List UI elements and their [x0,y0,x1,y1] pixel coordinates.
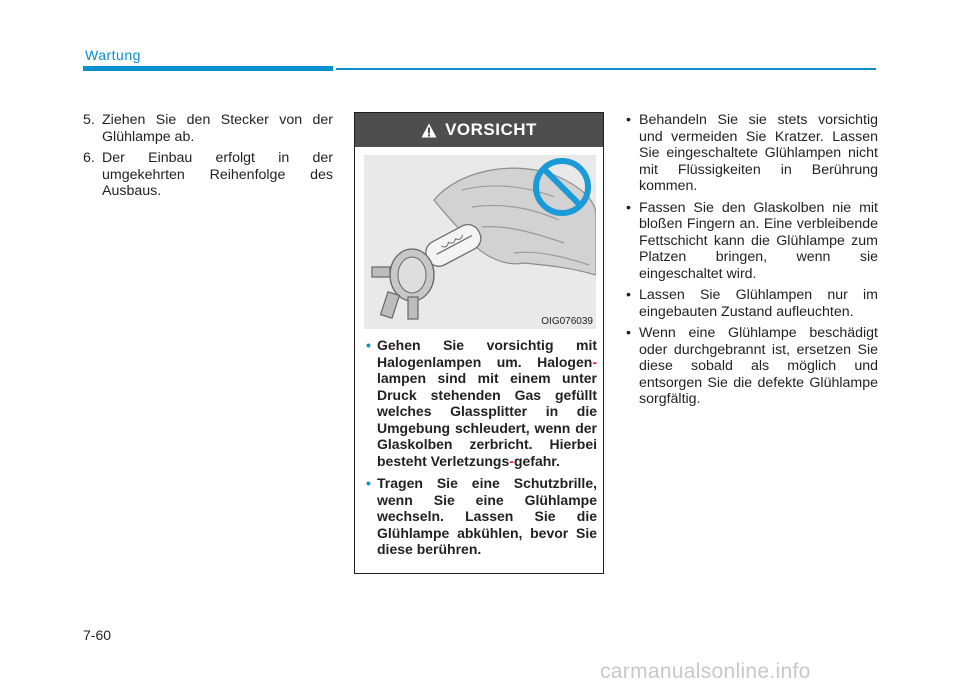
bullet-icon: • [366,475,371,491]
list-item [626,325,878,408]
caution-box [354,112,604,574]
bullet-icon: • [626,287,631,303]
right-column [626,112,878,413]
header-rule-thick [83,66,333,71]
page-number: 7-60 [83,627,112,643]
halogen-bulb-illustration [364,155,596,329]
header-rule-thin [336,68,876,70]
left-column [83,112,333,205]
caution-item-text: Tragen Sie eine Schutzbrille, wenn Sie eine Glühlampe wechseln. Lassen Sie die Glühlampe abkühlen, bevor Sie diese berühren. [377,475,597,557]
step-text: Der Einbau erfolgt in der umgekehrten Reihenfolge des Ausbaus. [102,150,333,199]
warning-triangle-icon [421,123,437,138]
step-number: 5. [83,112,95,128]
list-item-text: Lassen Sie Glühlampen nur im eingebauten Zustand aufleuchten. [639,287,878,320]
list-item [626,112,878,195]
list-item [626,200,878,283]
image-code: OIG076039 [541,316,593,327]
step-item [83,112,333,145]
bullet-icon: • [626,325,631,341]
step-item [83,150,333,200]
list-item-text: Behandeln Sie sie stets vorsichtig und vermeiden Sie Kratzer. Lassen Sie eingeschaltete Glühlampen nicht mit Flüssigkeiten in Berührung kommen. [639,112,878,194]
bullet-icon: • [626,199,631,216]
watermark: carmanualsonline.info [600,660,811,683]
list-item-text: Fassen Sie den Glaskolben nie mit bloßen Fingern an. Eine verbleibende Fettschicht kann die Glühlampe zum Platzen bringen, wenn sie eingeschaltet wird. [639,199,878,282]
list-item [626,287,878,320]
caution-body [366,337,597,564]
caution-header [355,113,603,147]
caution-item-text: Gehen Sie vorsichtig mit Halogenlampen um. Halogen-lampen sind mit einem unter Druck stehenden Gas gefüllt welches Glassplitter in die Umgebung schleudert, wenn der Glaskolben zerbricht. Hierbei besteht Verletzungs-gefahr. [377,337,597,469]
caution-item [366,337,597,469]
bullet-icon: • [626,112,631,128]
section-title: Wartung [85,47,141,63]
step-text: Ziehen Sie den Stecker von der Glühlampe ab. [102,112,333,145]
list-item-text: Wenn eine Glühlampe beschädigt oder durchgebrannt ist, ersetzen Sie diese sobald als möglich und entsorgen Sie die defekte Glühlampe sorgfältig. [639,325,878,407]
caution-title: VORSICHT [445,120,537,139]
bullet-icon: • [366,337,371,353]
step-number: 6. [83,150,95,166]
caution-item [366,475,597,558]
